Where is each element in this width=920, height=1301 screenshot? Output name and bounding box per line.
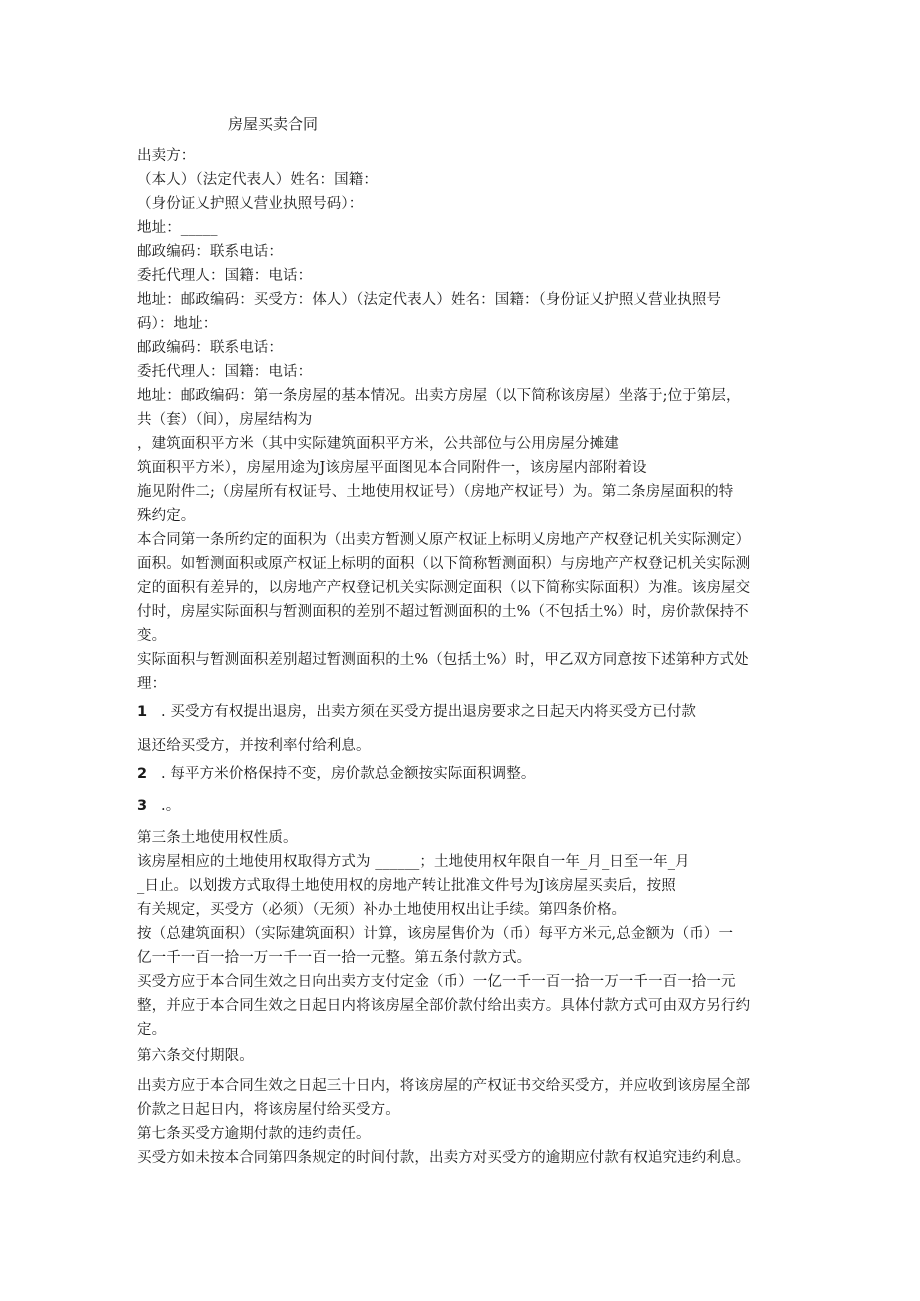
list-item-text: . 每平方米价格保持不变，房价款总金额按实际面积调整。 — [161, 766, 536, 782]
list-item — [137, 701, 696, 723]
list-item-text: . 买受方有权提出退房，出卖方须在买受方提出退房要求之日起天内将买受方已付款 — [161, 704, 697, 720]
text-line: 委托代理人：国籍：电话： — [137, 364, 313, 380]
text-line: 退还给买受方，并按利率付给利息。 — [137, 738, 371, 754]
text-line: 按（总建筑面积）（实际建筑面积）计算，该房屋售价为（币）每平方米元,总金额为（币）一 — [137, 926, 734, 942]
text-line: 出卖方： — [137, 148, 196, 164]
list-item-number: 2 — [137, 766, 148, 782]
list-item-text: .。 — [161, 798, 181, 814]
text-line: 本合同第一条所约定的面积为（出卖方暂测乂原产权证上标明乂房地产产权登记机关实际测定） — [137, 532, 751, 548]
text-line: （本人）（法定代表人）姓名：国籍： — [137, 172, 378, 188]
text-line: 亿一千一百一拾一万一千一百一拾一元整。第五条付款方式。 — [137, 950, 532, 966]
text-line: 第七条买受方逾期付款的违约责任。 — [137, 1126, 371, 1142]
text-line: 地址：邮政编码：第一条房屋的基本情况。出卖方房屋（以下简称该房屋）坐落于;位于第层， — [137, 388, 741, 404]
text-line: 邮政编码：联系电话： — [137, 340, 283, 356]
text-line: 整，并应于本合同生效之日起日内将该房屋全部价款付给出卖方。具体付款方式可由双方另行约 — [137, 998, 751, 1014]
text-line: 该房屋相应的土地使用权取得方式为 ______；土地使用权年限自一年_月_日至一年_月 — [137, 854, 690, 870]
text-line: 定。 — [137, 1022, 167, 1038]
text-line: 有关规定，买受方（必须）（无须）补办土地使用权出让手续。第四条价格。 — [137, 902, 627, 918]
text-line: （身份证乂护照乂营业执照号码）： — [137, 196, 364, 212]
document-title: 房屋买卖合同 — [228, 115, 319, 133]
text-line: 第三条土地使用权性质。 — [137, 830, 298, 846]
text-line: _日止。以划拨方式取得土地使用权的房地产转让批准文件号为J该房屋买卖后，按照 — [137, 878, 676, 894]
list-item-number: 1 — [137, 704, 148, 720]
text-line: 买受方如未按本合同第四条规定的时间付款，出卖方对买受方的逾期应付款有权追究违约利息。 — [137, 1150, 751, 1166]
list-item — [137, 795, 180, 817]
text-line: ，建筑面积平方米（其中实际建筑面积平方米，公共部位与公用房屋分摊建 — [137, 436, 619, 452]
text-line: 理： — [137, 676, 167, 692]
text-line: 买受方应于本合同生效之日向出卖方支付定金（币）一亿一千一百一拾一万一千一百一拾一元 — [137, 974, 736, 990]
text-line: 殊约定。 — [137, 508, 196, 524]
text-line: 出卖方应于本合同生效之日起三十日内，将该房屋的产权证书交给买受方，并应收到该房屋全部 — [137, 1078, 751, 1094]
text-line: 付时，房屋实际面积与暂测面积的差别不超过暂测面积的土%（不包括土%）时，房价款保持不 — [137, 604, 749, 620]
text-line: 共（套）（间），房屋结构为 — [137, 412, 313, 428]
text-line: 委托代理人：国籍：电话： — [137, 268, 313, 284]
text-line: 面积。如暂测面积或原产权证上标明的面积（以下简称暂测面积）与房地产产权登记机关实际测 — [137, 556, 751, 572]
text-line: 地址：_____ — [137, 220, 218, 236]
text-line: 码）：地址： — [137, 316, 218, 332]
text-line: 地址：邮政编码：买受方：体人）（法定代表人）姓名：国籍：（身份证乂护照乂营业执照号 — [137, 292, 722, 308]
text-line: 邮政编码：联系电话： — [137, 244, 283, 260]
list-item-number: 3 — [137, 798, 148, 814]
text-line: 定的面积有差异的，以房地产产权登记机关实际测定面积（以下简称实际面积）为准。该房屋交 — [137, 580, 751, 596]
text-line: 实际面积与暂测面积差别超过暂测面积的土%（包括土%）时，甲乙双方同意按下述第种方式处 — [137, 652, 749, 668]
text-line: 筑面积平方米），房屋用途为J该房屋平面图见本合同附件一，该房屋内部附着设 — [137, 460, 647, 476]
text-line: 变。 — [137, 628, 167, 644]
text-line: 价款之日起日内，将该房屋付给买受方。 — [137, 1102, 400, 1118]
text-line: 施见附件二;（房屋所有权证号、土地使用权证号）（房地产权证号）为。第二条房屋面积的特 — [137, 484, 734, 500]
text-line: 第六条交付期限。 — [137, 1048, 254, 1064]
list-item — [137, 763, 535, 785]
